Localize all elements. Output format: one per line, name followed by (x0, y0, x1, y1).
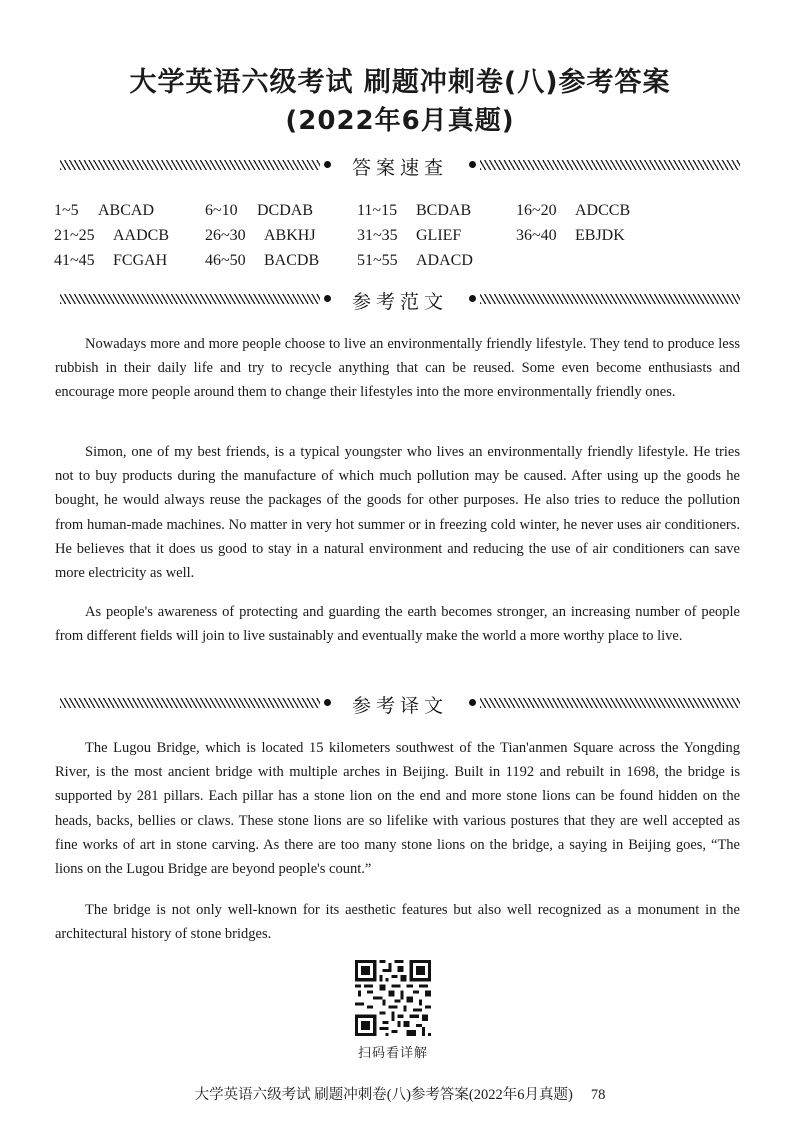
answer-range: 21~25 (54, 227, 95, 244)
section-label-answers: 答案速查 (351, 157, 448, 179)
qr-caption: 扫码看详解 (357, 1046, 428, 1061)
section-divider-answers (60, 152, 740, 178)
answer-range: 51~55 (357, 252, 398, 269)
page-number: 78 (590, 1087, 606, 1103)
divider-hatch-left (60, 294, 320, 304)
page-title: 大学英语六级考试 刷题冲刺卷(八)参考答案 (129, 67, 671, 98)
answer-row (54, 223, 754, 248)
answer-row (54, 198, 754, 223)
answer-key: EBJDK (575, 227, 625, 244)
answer-key: ADCCB (575, 202, 631, 219)
answer-key: GLIEF (416, 227, 462, 244)
divider-hatch-right (480, 294, 740, 304)
answer-key: AADCB (113, 227, 170, 244)
section-label-translation: 参考译文 (351, 695, 448, 717)
translation-paragraph: The Lugou Bridge, which is located 15 kilometers southwest of the Tian'anmen Square across the Yongding River, is the most ancient bridge with multiple arches in Beijing. Built in 1192 and rebuilt in 1698, the bridge is supported by 281 pillars. Each pillar has a stone lion on the end and more stone lions can be found hidden on the heads, backs, bellies or claws. These stone lions are so lifelike with various postures that they are well accepted as fine works of art in stone carving. As there are too many stone lions on the bridge, a saying in Beijing goes, “The lions on the Lugou Bridge are beyond people's count.” (55, 740, 740, 878)
answer-range: 26~30 (205, 227, 246, 244)
page-subtitle: (2022年6月真题) (285, 106, 515, 136)
divider-dot-right (469, 295, 476, 302)
answer-key: FCGAH (113, 252, 168, 269)
answer-range: 11~15 (357, 202, 398, 219)
answer-range: 31~35 (357, 227, 398, 244)
divider-hatch-left (60, 698, 320, 708)
divider-hatch-left (60, 160, 320, 170)
answer-key: BCDAB (416, 202, 472, 219)
answer-range: 1~5 (54, 202, 79, 219)
answer-row (54, 248, 754, 273)
answer-range: 36~40 (516, 227, 557, 244)
page-footer (0, 1083, 800, 1104)
divider-dot-right (469, 699, 476, 706)
answer-range: 41~45 (54, 252, 95, 269)
translation-paragraph: The bridge is not only well-known for its aesthetic features but also well recognized as a monument in the architectural history of stone bridges. (55, 902, 740, 943)
essay-paragraph: Simon, one of my best friends, is a typical youngster who lives an environmentally friendly lifestyle. He tries not to buy products during the manufacture of which much pollution may be caused. After using up the goods he bought, he would always reuse the packages of the goods for other purposes. He also tries to reduce the pollution from human-made machines. No matter in very hot summer or in freezing cold winter, he never uses air conditioners. He believes that it does us good to stay in a natural environment and reducing the use of air conditioners can save more electricity as well. (55, 444, 740, 582)
section-divider-essay (60, 286, 740, 312)
answer-key: BACDB (264, 252, 320, 269)
section-divider-translation (60, 690, 740, 716)
footer-text: 大学英语六级考试 刷题冲刺卷(八)参考答案(2022年6月真题) (194, 1087, 573, 1103)
answer-key-grid (54, 198, 754, 273)
section-label-essay: 参考范文 (351, 291, 448, 313)
answer-key: ABCAD (98, 202, 155, 219)
essay-paragraph: Nowadays more and more people choose to live an environmentally friendly lifestyle. They tend to produce less rubbish in their daily life and try to recycle anything that can be reused. Some even become enthusiasts and encourage more people around them to change their lifestyles into the more environmentally friendly ones. (55, 336, 740, 401)
divider-hatch-right (480, 698, 740, 708)
essay-paragraph: As people's awareness of protecting and guarding the earth becomes stronger, an increasing number of people from different fields will join to live sustainably and eventually make the world a more worthy place to live. (55, 604, 740, 645)
divider-dot-right (469, 161, 476, 168)
answer-range: 16~20 (516, 202, 557, 219)
answer-range: 46~50 (205, 252, 246, 269)
qr-code-image[interactable] (355, 960, 431, 1036)
divider-hatch-right (480, 160, 740, 170)
answer-range: 6~10 (205, 202, 238, 219)
answer-key: ADACD (416, 252, 473, 269)
answer-key: ABKHJ (264, 227, 316, 244)
answer-key: DCDAB (257, 202, 314, 219)
